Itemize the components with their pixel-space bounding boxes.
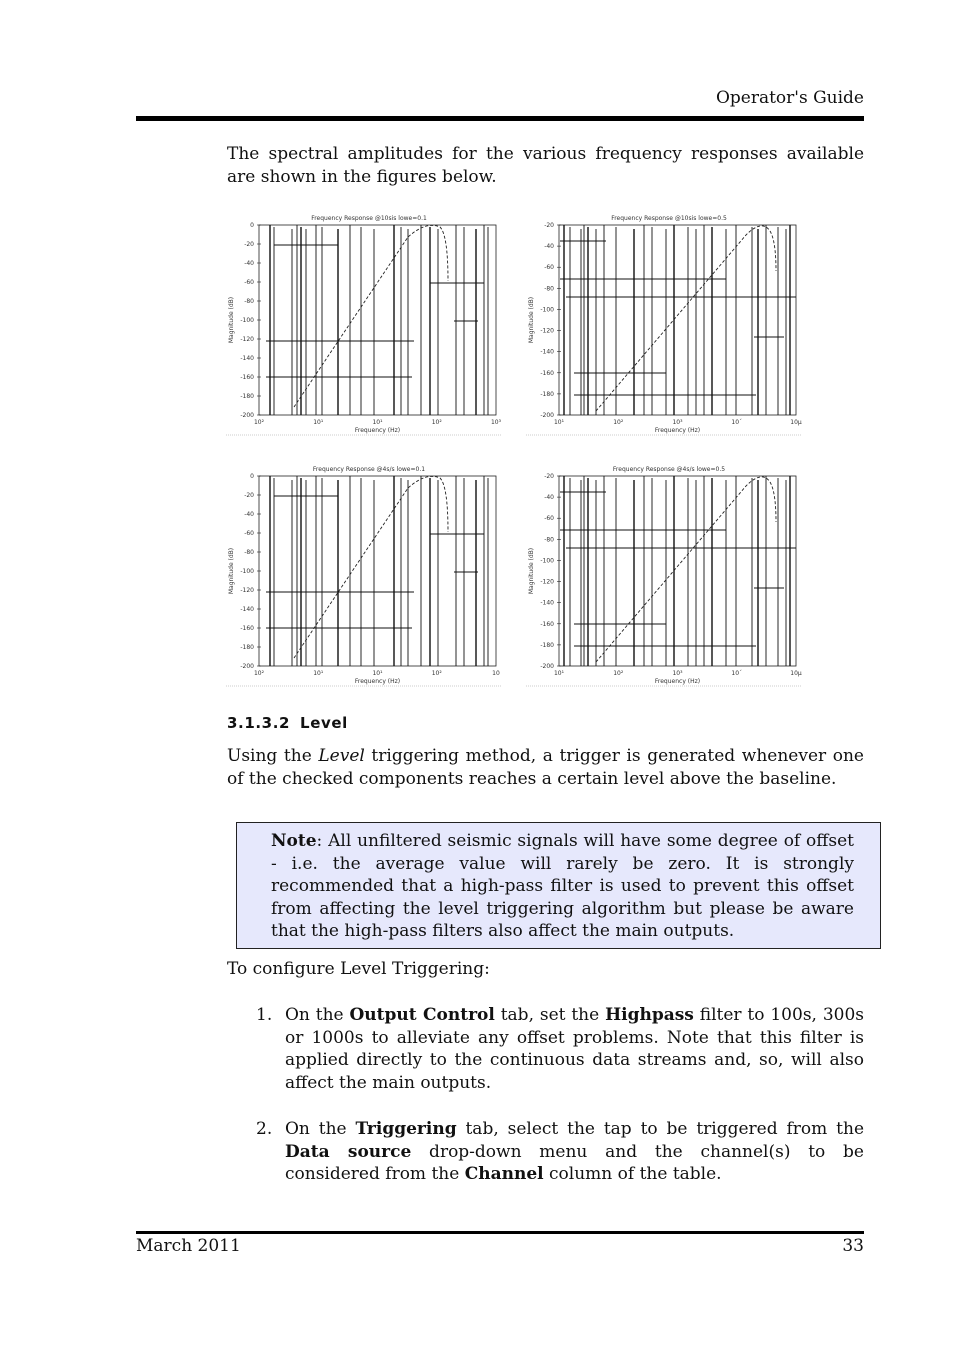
response-curve [294,225,448,407]
x-axis-label: Frequency (Hz) [354,427,401,434]
note-text: : All unfiltered seismic signals will have some degree of offset - i.e. the average value will rarely be zero. It is strongly recommended that a high-pass filter is used to prevent this offset from affecting the level triggering algorithm but please be aware that the high-pass filters also affect the main outputs. [271,831,854,941]
note-box [236,822,881,949]
y-tick-label: -180 [540,641,554,649]
level-paragraph: Using the Level triggering method, a trigger is generated whenever one of the checked components reaches a certain level above the baseline. [227,746,864,789]
frequency-plot-4 [526,462,802,688]
y-tick-label: -80 [544,536,554,544]
x-tick-label: 10µ [790,670,802,677]
y-tick-label: -180 [540,390,554,398]
x-tick-label: 10² [613,670,624,677]
y-tick-label: -120 [540,327,554,335]
y-tick-label: -120 [240,336,254,343]
y-tick-label: -100 [240,568,254,575]
x-tick-label: 10µ [790,419,802,426]
frequency-plot-1 [226,211,502,437]
x-tick-label: 10² [253,419,265,426]
x-tick-label: 10¹ [313,670,324,677]
y-tick-label: -200 [240,663,254,670]
y-tick-label: -60 [244,530,254,537]
plot-frame [559,476,796,666]
y-tick-label: -160 [540,369,554,377]
y-tick-label: -160 [240,374,254,381]
x-axis-label: Frequency (Hz) [354,678,401,685]
footer-rule [136,1231,864,1234]
y-axis-label: Magnitude (dB) [228,547,235,595]
x-tick-label: 10¹ [553,419,565,426]
frequency-plot-2 [526,211,802,437]
plot-frame [559,225,796,415]
y-tick-label: -200 [540,412,554,419]
y-axis-label: Magnitude (dB) [528,547,535,595]
x-tick-label: 10³ [490,419,502,426]
plot-title: Frequency Response @10sis lowe=0.5 [611,215,727,222]
x-tick-label: 10´ [731,670,743,677]
y-tick-label: -60 [544,515,554,523]
x-tick-label: 10¹ [313,419,324,426]
y-tick-label: -200 [540,663,554,670]
y-axis-label: Magnitude (dB) [228,296,235,344]
y-tick-label: -20 [544,222,554,229]
y-tick-label: 0 [250,222,254,229]
footer-date: March 2011 [136,1236,241,1256]
x-tick-label: 10² [253,670,265,677]
y-tick-label: -160 [240,625,254,632]
plot-frame [259,225,496,415]
frequency-plot-3 [226,462,502,688]
note-label: Note [271,831,317,851]
y-tick-label: -120 [540,578,554,586]
list-item: 1. On the Output Control tab, set the Highpass filter to 100s, 300s or 1000s to alleviate any offset problems. Note that this filter is applied directly to the continuous data streams and, so, will also affect the main outputs. [256,1005,864,1093]
y-tick-label: -40 [544,494,554,502]
x-tick-label: 10 [492,670,500,677]
y-tick-label: -180 [240,644,254,651]
y-tick-label: -40 [244,260,254,267]
y-tick-label: -80 [244,298,254,305]
response-curve [596,226,776,411]
y-tick-label: -120 [240,587,254,594]
section-title: Level [300,714,348,732]
y-tick-label: -180 [240,393,254,400]
y-tick-label: -160 [540,620,554,628]
x-axis-label: Frequency (Hz) [654,427,701,434]
x-tick-label: 10¹ [372,670,383,677]
y-tick-label: 0 [250,473,254,480]
y-tick-label: -140 [540,348,554,356]
y-tick-label: -200 [240,412,254,419]
x-tick-label: 10¹ [372,419,383,426]
header-rule [136,116,864,121]
intro-paragraph: The spectral amplitudes for the various frequency responses available are shown in the figures below. [227,144,864,187]
x-axis-label: Frequency (Hz) [654,678,701,685]
y-tick-label: -80 [244,549,254,556]
x-tick-label: 10³ [672,419,683,426]
y-tick-label: -100 [540,557,554,565]
y-tick-label: -140 [240,355,254,362]
y-tick-label: -80 [544,285,554,293]
x-tick-label: 10² [431,670,442,677]
y-tick-label: -20 [544,473,554,480]
page-number: 33 [842,1236,864,1256]
x-tick-label: 10¹ [553,670,565,677]
y-tick-label: -140 [540,599,554,607]
response-curve [294,476,448,658]
section-heading [227,714,358,732]
y-tick-label: -40 [244,511,254,518]
list-item: 2. On the Triggering tab, select the tap to be triggered from the Data source drop-down menu and the channel(s) to be considered from the Channel column of the table. [256,1119,865,1184]
y-tick-label: -60 [544,264,554,272]
y-tick-label: -20 [244,492,254,499]
x-tick-label: 10² [431,419,442,426]
plot-title: Frequency Response @4s/s lowe=0.5 [612,466,726,473]
response-curve [596,477,776,662]
y-tick-label: -140 [240,606,254,613]
y-tick-label: -20 [244,241,254,248]
section-number: 3.1.3.2 [227,714,291,732]
plot-frame [259,476,496,666]
y-axis-label: Magnitude (dB) [528,296,535,344]
plot-title: Frequency Response @4s/s lowe=0.1 [312,466,426,473]
y-tick-label: -100 [240,317,254,324]
x-tick-label: 10³ [672,670,683,677]
running-header: Operator's Guide [715,88,864,108]
configure-paragraph: To configure Level Triggering: [227,959,490,979]
y-tick-label: -60 [244,279,254,286]
plot-title: Frequency Response @10sis lowe=0.1 [311,215,427,222]
y-tick-label: -40 [544,243,554,251]
x-tick-label: 10´ [731,419,743,426]
y-tick-label: -100 [540,306,554,314]
x-tick-label: 10² [613,419,624,426]
